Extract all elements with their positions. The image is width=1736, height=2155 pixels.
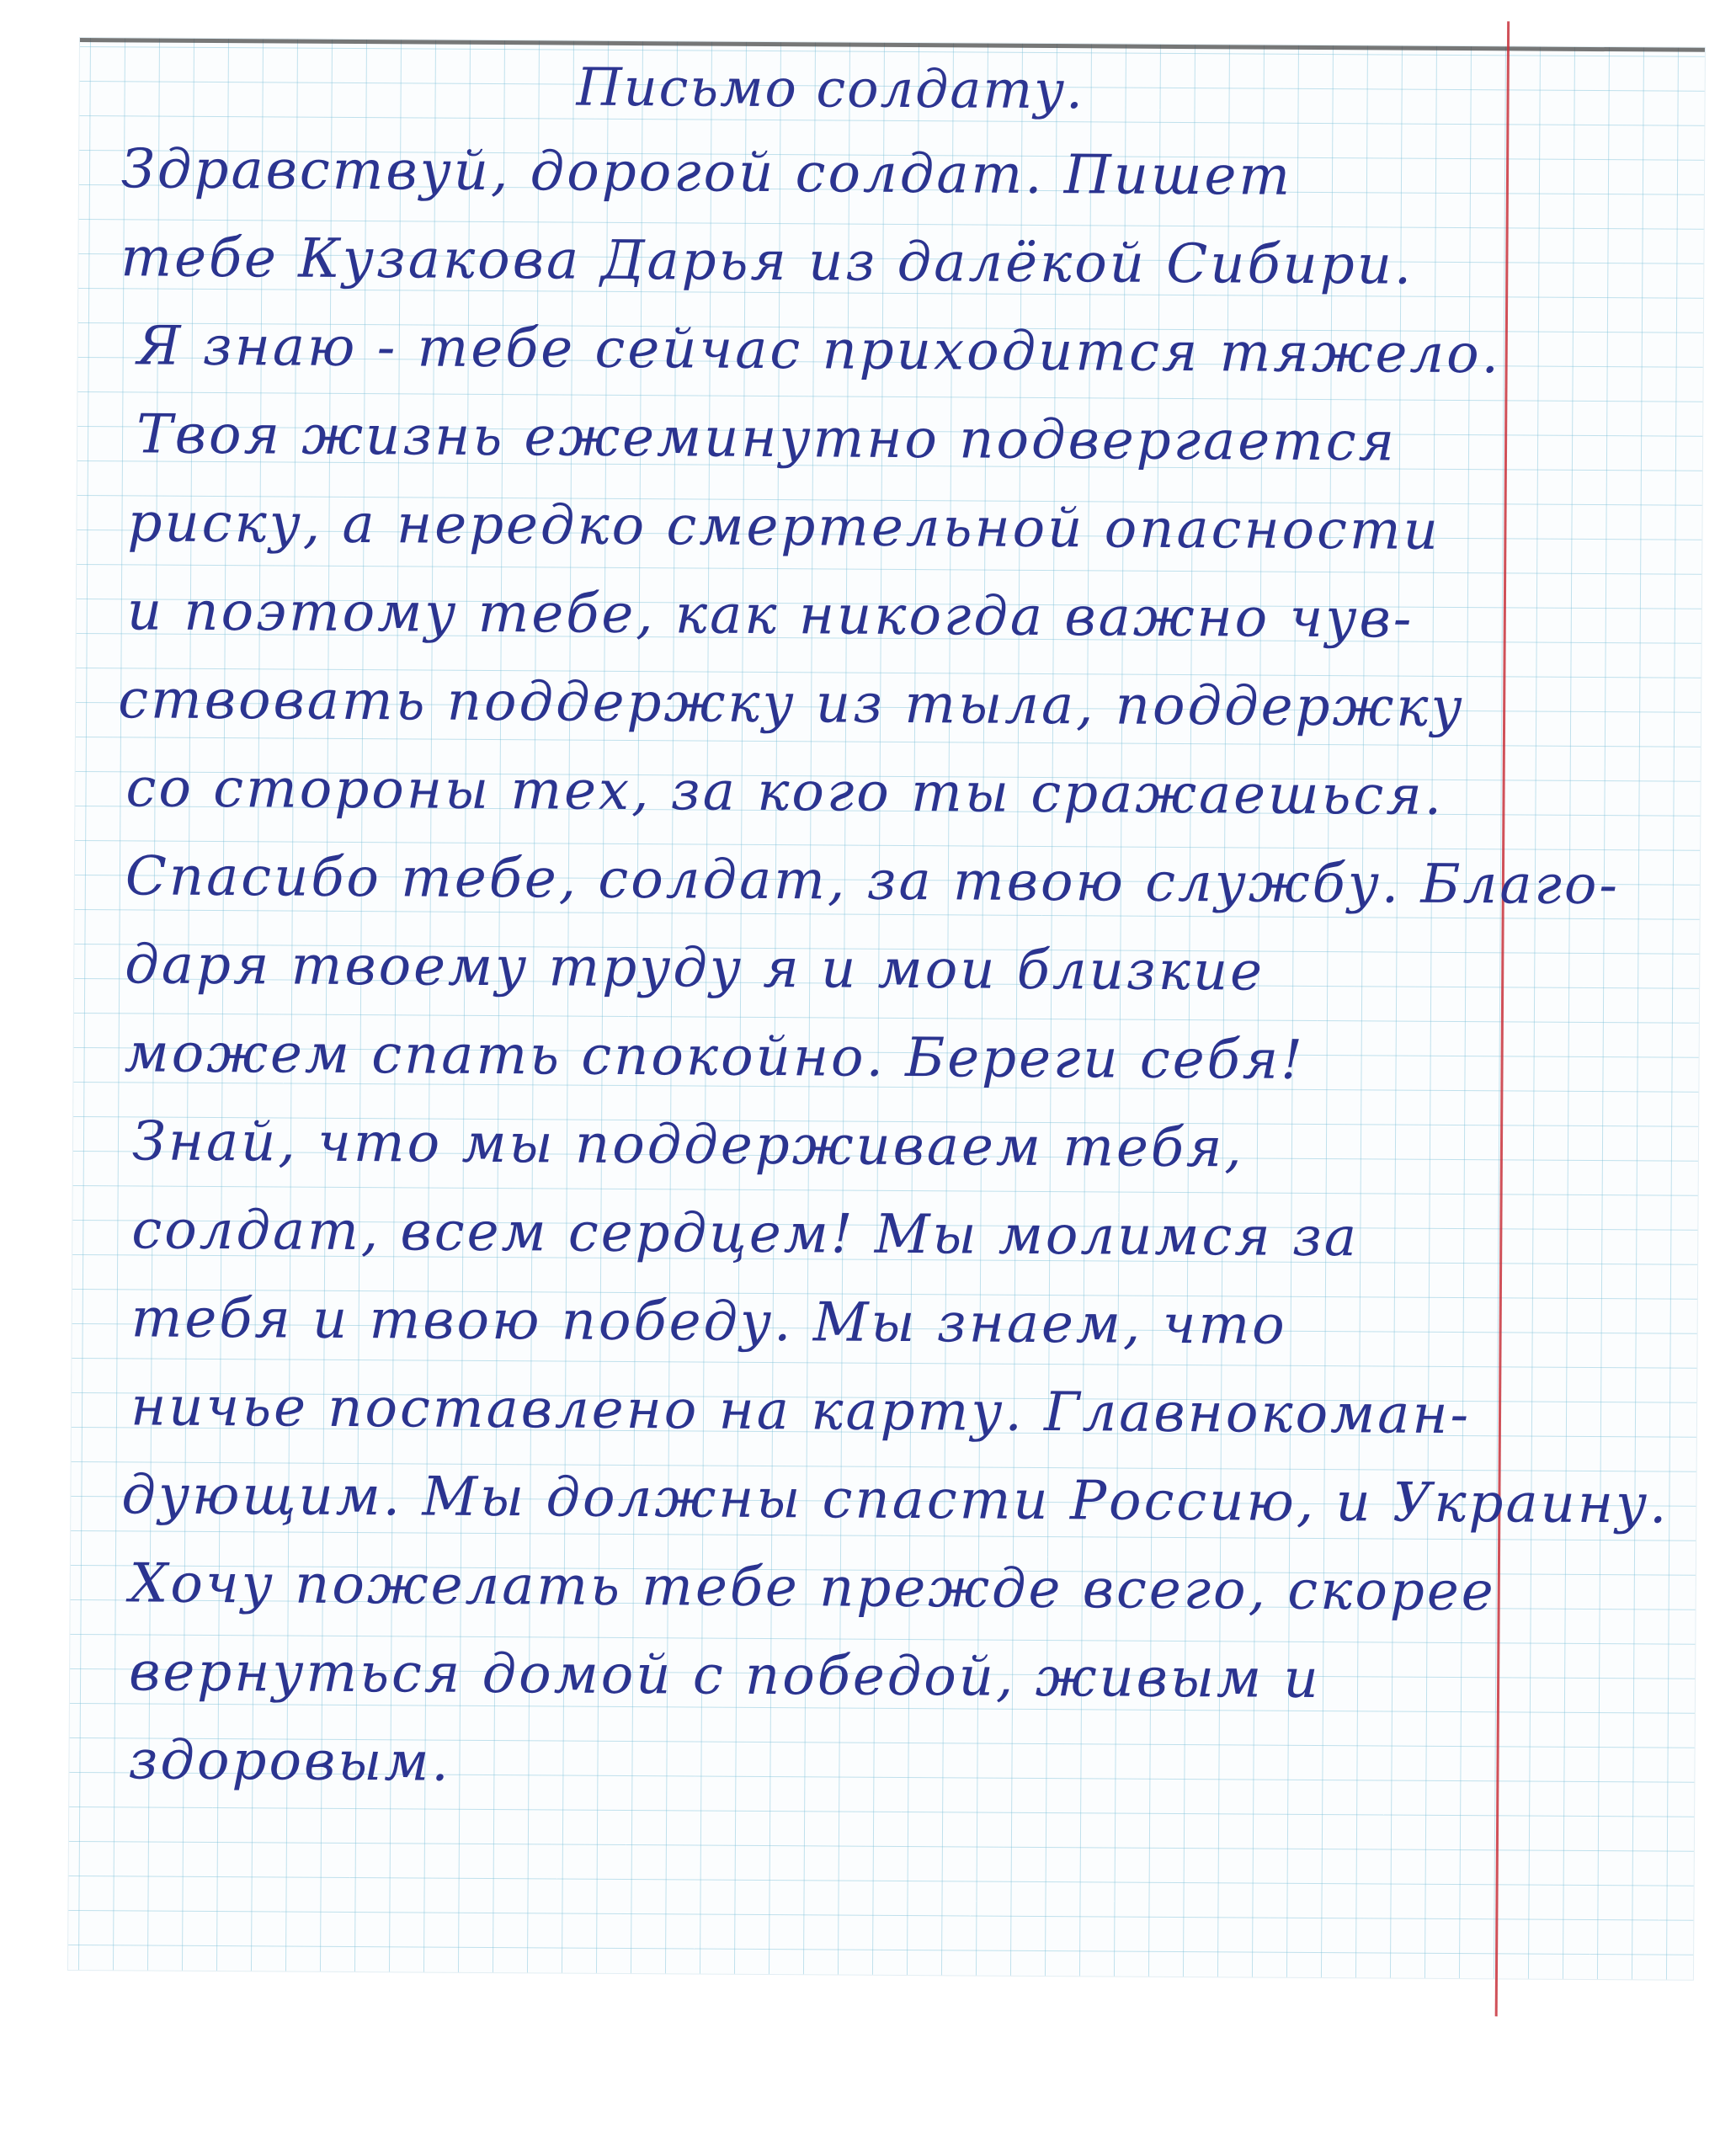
letter-line-14: тебя и твою победу. Мы знаем, что xyxy=(130,1287,1287,1357)
letter-line-9: Спасибо тебе, солдат, за твою службу. Благо- xyxy=(125,845,1621,918)
letter-line-5: риску, а нередко смертельной опасности xyxy=(127,492,1441,562)
letter-title: Письмо солдату. xyxy=(576,56,1085,121)
letter-line-13: солдат, всем сердцем! Мы молимся за xyxy=(131,1199,1360,1269)
notebook-page xyxy=(68,38,1705,1980)
letter-line-15: ничье поставлено на карту. Главнокоман- xyxy=(130,1375,1472,1447)
letter-line-16: дующим. Мы должны спасти Россию, и Украину. xyxy=(121,1464,1669,1536)
letter-line-6: и поэтому тебе, как никогда важно чув- xyxy=(126,580,1414,651)
letter-line-19: здоровым. xyxy=(128,1729,452,1794)
page-top-edge xyxy=(80,38,1705,52)
letter-line-3: Я знаю - тебе сейчас приходится тяжело. xyxy=(136,315,1502,386)
letter-line-8: со стороны тех, за кого ты сражаешься. xyxy=(125,757,1445,827)
letter-line-2: тебе Кузакова Дарья из далёкой Сибири. xyxy=(120,226,1414,297)
letter-line-4: Твоя жизнь ежеминутно подвергается xyxy=(136,403,1398,474)
letter-line-18: вернуться домой с победой, живым и xyxy=(128,1641,1321,1711)
letter-line-1: Здравствуй, дорогой солдат. Пишет xyxy=(120,138,1293,208)
letter-line-17: Хочу пожелать тебе прежде всего, скорее xyxy=(129,1552,1496,1624)
letter-line-10: даря твоему труду я и мои близкие xyxy=(125,934,1265,1003)
letter-line-7: ствовать поддержку из тыла, поддержку xyxy=(117,668,1465,740)
letter-line-12: Знай, что мы поддерживаем тебя, xyxy=(131,1110,1244,1180)
letter-line-11: можем спать спокойно. Береги себя! xyxy=(124,1022,1306,1092)
